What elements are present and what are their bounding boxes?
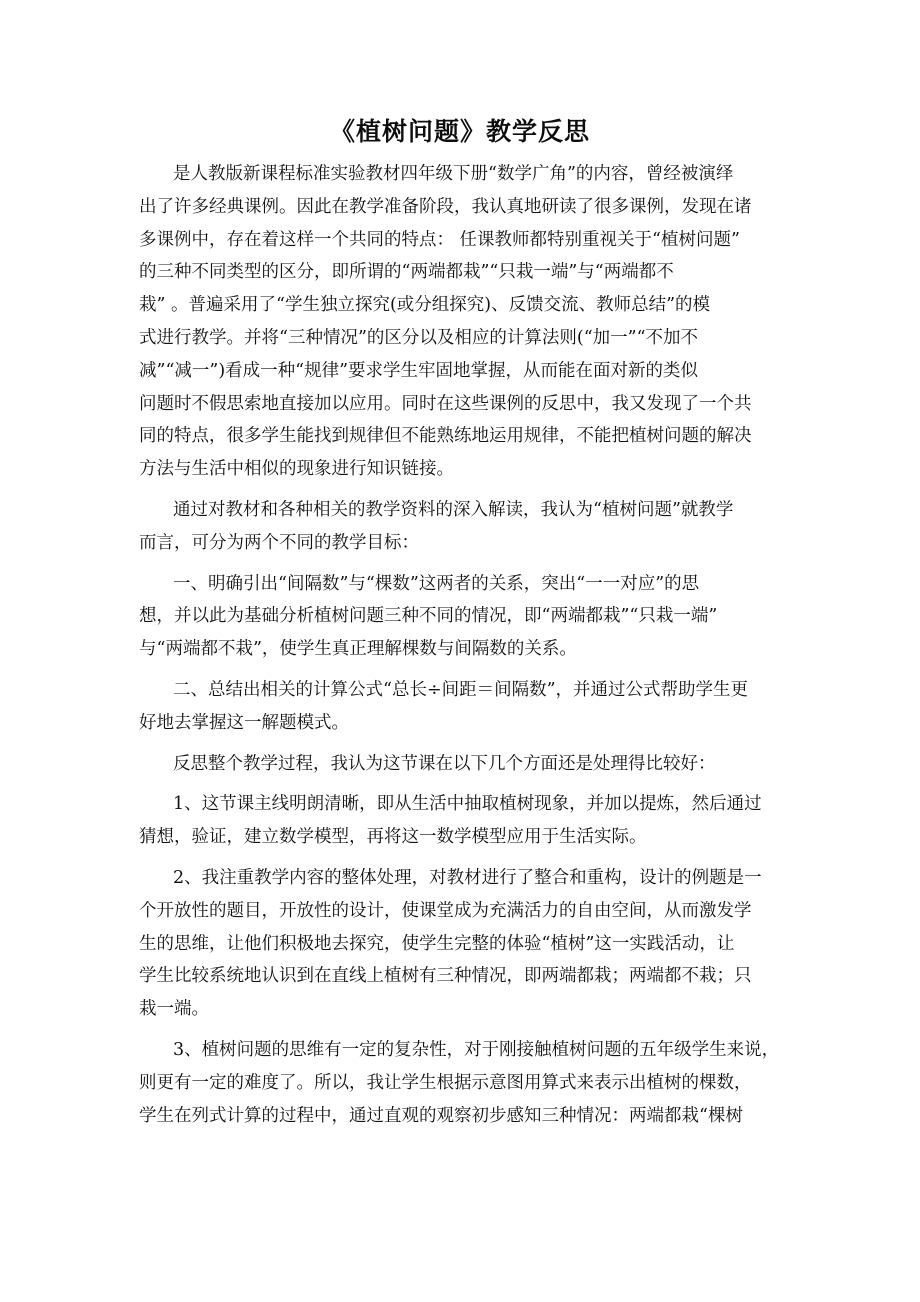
paragraph-line: 好地去掌握这一解题模式。	[139, 712, 349, 733]
paragraph	[139, 748, 789, 781]
paragraph-line: 生的思维，让他们积极地去探究，使学生完整的体验“植树”这一实践活动，让	[139, 933, 735, 954]
paragraph-line: 反思整个教学过程，我认为这节课在以下几个方面还是处理得比较好：	[173, 753, 716, 774]
paragraph-line: 同的特点，很多学生能找到规律但不能熟练地运用规律，不能把植树问题的解决	[139, 426, 752, 447]
paragraph	[139, 568, 789, 666]
paragraph-line: 多课例中，存在着这样一个共同的特点： 任课教师都特别重视关于“植树问题”	[139, 229, 740, 250]
paragraph-line: 则更有一定的难度了。所以，我让学生根据示意图用算式来表示出植树的棵数，	[139, 1072, 752, 1093]
paragraph-line: 问题时不假思索地直接加以应用。同时在这些课例的反思中，我又发现了一个共	[139, 393, 752, 414]
paragraph-line: 与“两端都不栽”，使学生真正理解棵数与间隔数的关系。	[139, 639, 577, 660]
paragraph-line: 1、这节课主线明朗清晰，即从生活中抽取植树现象，并加以提炼，然后通过	[173, 794, 762, 815]
paragraph	[139, 494, 789, 560]
paragraph-line: 3、植树问题的思维有一定的复杂性，对于刚接触植树问题的五年级学生来说，	[173, 1039, 780, 1060]
paragraph-line: 方法与生活中相似的现象进行知识链接。	[139, 459, 454, 480]
paragraph-line: 猜想，验证，建立数学模型，再将这一数学模型应用于生活实际。	[139, 827, 647, 848]
paragraph-line: 出了许多经典课例。因此在教学准备阶段，我认真地研读了很多课例，发现在诸	[139, 196, 752, 217]
paragraph	[139, 788, 789, 854]
paragraph-line: 个开放性的题目，开放性的设计，使课堂成为充满活力的自由空间，从而激发学	[139, 900, 752, 921]
paragraph-line: 学生比较系统地认识到在直线上植树有三种情况，即两端都栽；两端都不栽；只	[139, 966, 752, 987]
document-body	[139, 158, 789, 1140]
paragraph-line: 一、明确引出“间隔数”与“棵数”这两者的关系，突出“一一对应”的思	[173, 573, 700, 594]
paragraph-line: 式进行教学。并将“三种情况”的区分以及相应的计算法则(“加一”“不加不	[139, 327, 699, 348]
paragraph	[139, 1034, 789, 1132]
paragraph	[139, 158, 789, 486]
paragraph-line: 而言，可分为两个不同的教学目标：	[139, 532, 419, 553]
paragraph-line: 栽” 。普遍采用了“学生独立探究(或分组探究)、反馈交流、教师总结”的模	[139, 295, 711, 316]
paragraph-line: 2、我注重教学内容的整体处理，对教材进行了整合和重构，设计的例题是一	[173, 867, 762, 888]
paragraph	[139, 862, 789, 1026]
paragraph-line: 二、总结出相关的计算公式“总长÷间距＝间隔数”，并通过公式帮助学生更	[173, 679, 749, 700]
document-title: 《植树问题》教学反思	[329, 117, 590, 146]
paragraph-line: 通过对教材和各种相关的教学资料的深入解读，我认为“植树问题”就教学	[173, 499, 734, 520]
paragraph-line: 的三种不同类型的区分，即所谓的“两端都栽”“只栽一端”与“两端都不	[139, 262, 674, 283]
paragraph-line: 是人教版新课程标准实验教材四年级下册“数学广角”的内容，曾经被演绎	[173, 164, 734, 184]
paragraph-line: 减”“减一”)看成一种“规律”要求学生牢固地掌握，从而能在面对新的类似	[139, 360, 699, 381]
paragraph-line: 想，并以此为基础分析植树问题三种不同的情况，即“两端都栽”“只栽一端”	[139, 606, 718, 627]
paragraph-line: 栽一端。	[139, 999, 209, 1020]
paragraph-line: 学生在列式计算的过程中，通过直观的观察初步感知三种情况：两端都栽“棵树	[139, 1105, 743, 1126]
paragraph	[139, 674, 789, 740]
